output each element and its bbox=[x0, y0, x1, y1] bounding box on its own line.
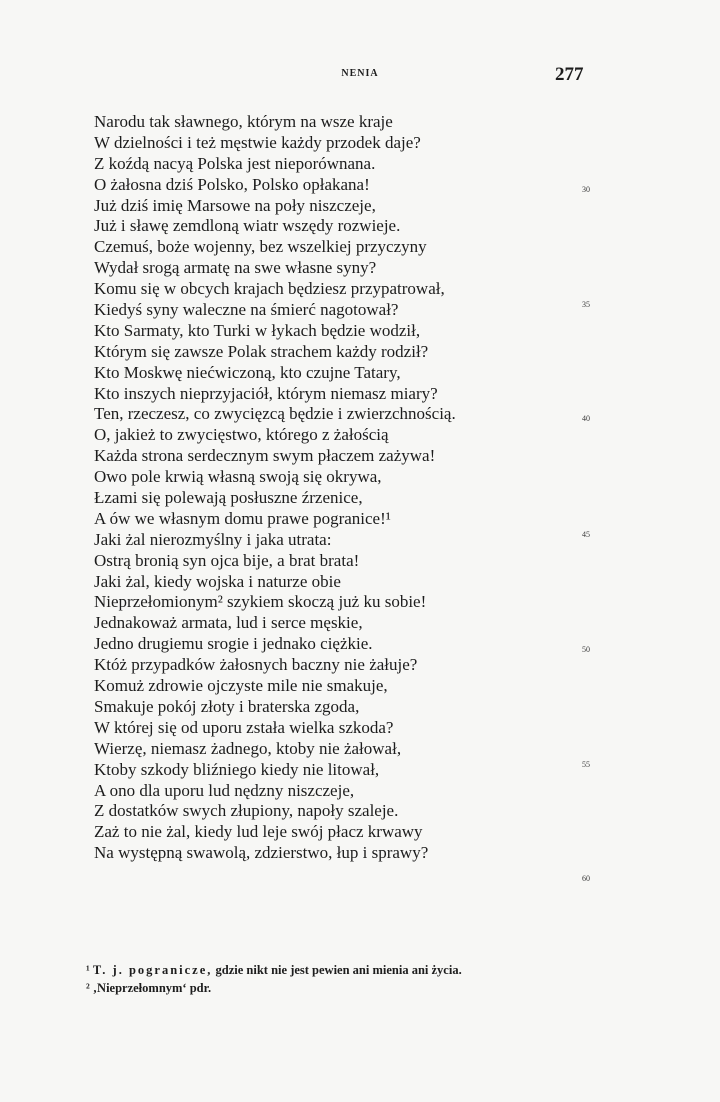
poem-line: W której się od uporu zstała wielka szkoda? bbox=[94, 717, 394, 737]
poem-line: Wydał srogą armatę na swe własne syny? bbox=[94, 258, 377, 278]
line-number: 40 bbox=[582, 414, 590, 423]
page-number: 277 bbox=[555, 64, 584, 85]
footnote-mark: ² bbox=[86, 981, 90, 995]
footnote-text: ‚Nieprzełomnym‘ pdr. bbox=[92, 981, 212, 995]
poem-line: W dzielności i też męstwie każdy przodek daje? bbox=[94, 132, 421, 152]
poem-line: Jaki żal nierozmyślny i jaka utrata: bbox=[94, 529, 332, 549]
line-number: 55 bbox=[582, 760, 590, 769]
poem-line: Jedno drugiemu srogie i jednako ciężkie. bbox=[94, 634, 373, 654]
line-number: 50 bbox=[582, 645, 590, 654]
footnote bbox=[86, 961, 646, 979]
poem-line: Nieprzełomionym² szykiem skoczą już ku sobie! bbox=[94, 592, 427, 612]
poem-line: Wierzę, niemasz żadnego, ktoby nie żałował, bbox=[94, 738, 402, 758]
poem-line: Ten, rzeczesz, co zwycięzcą będzie i zwierzchnością. bbox=[94, 404, 456, 424]
line-number: 30 bbox=[582, 185, 590, 194]
running-title: NENIA bbox=[341, 68, 379, 79]
line-number: 45 bbox=[582, 530, 590, 539]
poem-line: Kiedyś syny waleczne na śmierć nagotował? bbox=[94, 300, 399, 320]
poem-line: O, jakież to zwycięstwo, którego z żałością bbox=[94, 425, 389, 445]
poem-line: Każda strona serdecznym swym płaczem zażywa! bbox=[94, 446, 436, 466]
poem-line: Narodu tak sławnego, którym na wsze kraje bbox=[94, 112, 393, 131]
footnote-text: gdzie nikt nie jest pewien ani mienia ani życia. bbox=[212, 963, 462, 977]
line-number: 60 bbox=[582, 874, 590, 883]
poem-line: Z koźdą nacyą Polska jest nieporównana. bbox=[94, 153, 376, 173]
poem-line: Kto Moskwę niećwiczoną, kto czujne Tatary, bbox=[94, 362, 401, 382]
poem-line: Któż przypadków żałosnych baczny nie żałuje? bbox=[94, 655, 418, 675]
poem-line: Czemuś, boże wojenny, bez wszelkiej przyczyny bbox=[94, 237, 427, 257]
poem-line: Owo pole krwią własną swoją się okrywa, bbox=[94, 467, 382, 487]
poem-line: Komu się w obcych krajach będziesz przypatrował, bbox=[94, 279, 445, 299]
poem-line: A ów we własnym domu prawe pogranice!¹ bbox=[94, 508, 391, 528]
footnotes bbox=[86, 961, 646, 997]
poem-line: Zaż to nie żal, kiedy lud leje swój płacz krwawy bbox=[94, 822, 423, 842]
poem-line: Jaki żal, kiedy wojska i naturze obie bbox=[94, 571, 341, 591]
poem-line: Ostrą bronią syn ojca bije, a brat brata! bbox=[94, 550, 360, 570]
poem-line: Smakuje pokój złoty i braterska zgoda, bbox=[94, 696, 360, 716]
poem-line: Już dziś imię Marsowe na poły niszczeje, bbox=[94, 195, 376, 215]
poem-line: A ono dla uporu lud nędzny niszczeje, bbox=[94, 780, 355, 800]
poem-line: Komuż zdrowie ojczyste mile nie smakuje, bbox=[94, 676, 388, 696]
poem-line: Którym się zawsze Polak strachem każdy rodził? bbox=[94, 341, 429, 361]
poem-line: Już i sławę zemdloną wiatr wszędy rozwieje. bbox=[94, 216, 401, 236]
poem-line: Kto inszych nieprzyjaciół, którym niemasz miary? bbox=[94, 383, 438, 403]
footnote-term: T. j. pogranicze, bbox=[92, 963, 213, 977]
footnote bbox=[86, 979, 646, 997]
poem-line: Jednakoważ armata, lud i serce męskie, bbox=[94, 613, 363, 633]
poem-line: Na występną swawolą, zdzierstwo, łup i sprawy? bbox=[94, 843, 429, 863]
footnote-mark: ¹ bbox=[86, 963, 90, 977]
line-number: 35 bbox=[582, 300, 590, 309]
poem-line: Ktoby szkody bliźniego kiedy nie litował, bbox=[94, 759, 380, 779]
poem-line: Z dostatków swych złupiony, napoły szaleje. bbox=[94, 801, 399, 821]
poem-line: Kto Sarmaty, kto Turki w łykach będzie wodził, bbox=[94, 320, 421, 340]
poem-text bbox=[94, 112, 564, 864]
poem-line: Łzami się polewają posłuszne źrzenice, bbox=[94, 488, 363, 508]
poem-line: O żałosna dziś Polsko, Polsko opłakana! bbox=[94, 174, 370, 194]
